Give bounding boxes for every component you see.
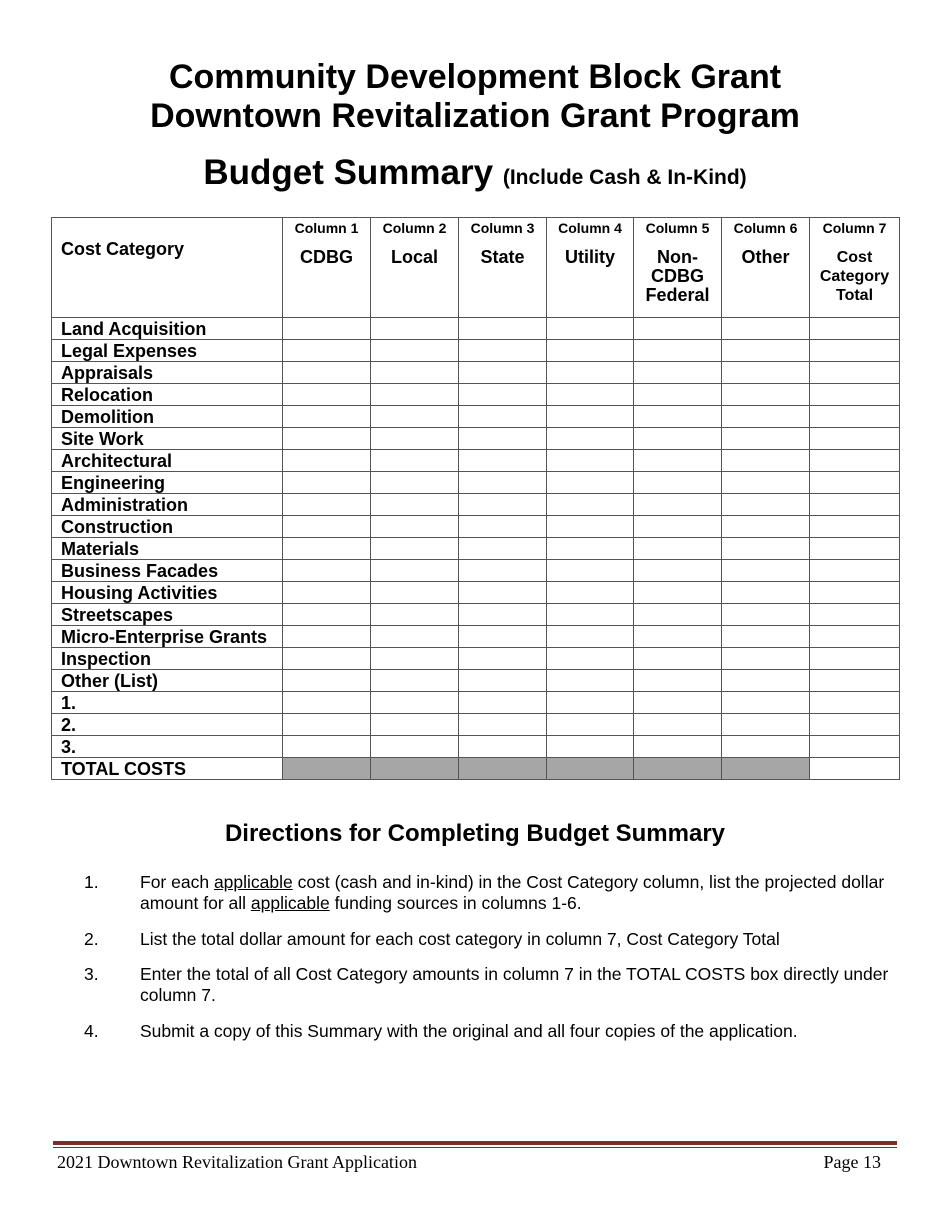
amount-cell[interactable] <box>459 604 547 626</box>
amount-cell[interactable] <box>722 472 810 494</box>
cost-category-label: 2. <box>52 714 283 736</box>
amount-cell[interactable] <box>810 450 900 472</box>
amount-cell[interactable] <box>371 692 459 714</box>
amount-cell[interactable] <box>547 494 634 516</box>
direction-text-part: funding sources in columns 1-6. <box>329 893 582 913</box>
amount-cell[interactable] <box>459 538 547 560</box>
amount-cell[interactable] <box>722 670 810 692</box>
amount-cell[interactable] <box>810 714 900 736</box>
amount-cell[interactable] <box>634 362 722 384</box>
direction-text: Submit a copy of this Summary with the original and all four copies of the application. <box>140 1021 798 1041</box>
column-number: Column 2 <box>382 220 447 236</box>
footer-rule <box>53 1141 897 1145</box>
amount-cell[interactable] <box>634 560 722 582</box>
table-row <box>52 692 900 714</box>
amount-cell[interactable] <box>547 604 634 626</box>
amount-cell[interactable] <box>547 406 634 428</box>
table-row <box>52 648 900 670</box>
amount-cell[interactable] <box>459 318 547 340</box>
amount-cell[interactable] <box>371 538 459 560</box>
amount-cell[interactable] <box>371 472 459 494</box>
column-name: Cost Category Total <box>819 249 890 304</box>
amount-cell[interactable] <box>459 362 547 384</box>
column-3-header <box>459 218 547 318</box>
amount-cell[interactable] <box>810 560 900 582</box>
subtitle-main: Budget Summary <box>203 153 494 192</box>
amount-cell[interactable] <box>283 714 371 736</box>
amount-cell[interactable] <box>634 340 722 362</box>
amount-cell[interactable] <box>634 626 722 648</box>
amount-cell[interactable] <box>722 692 810 714</box>
amount-cell[interactable] <box>371 516 459 538</box>
table-row <box>52 560 900 582</box>
column-number: Column 5 <box>645 220 710 236</box>
direction-text <box>140 872 900 914</box>
table-row <box>52 494 900 516</box>
directions-title: Directions for Completing Budget Summary <box>224 820 726 847</box>
amount-cell[interactable] <box>722 384 810 406</box>
amount-cell[interactable] <box>459 472 547 494</box>
amount-cell[interactable] <box>810 428 900 450</box>
amount-cell[interactable] <box>283 670 371 692</box>
amount-cell[interactable] <box>283 648 371 670</box>
amount-cell[interactable] <box>722 560 810 582</box>
amount-cell[interactable] <box>810 362 900 384</box>
total-cost-cell[interactable] <box>810 758 900 780</box>
total-costs-label: TOTAL COSTS <box>52 758 283 780</box>
amount-cell[interactable] <box>371 604 459 626</box>
column-number: Column 1 <box>294 220 359 236</box>
amount-cell[interactable] <box>459 626 547 648</box>
amount-cell[interactable] <box>283 428 371 450</box>
cost-category-label: Relocation <box>52 384 283 406</box>
amount-cell[interactable] <box>371 736 459 758</box>
amount-cell[interactable] <box>371 648 459 670</box>
table-row <box>52 736 900 758</box>
table-row <box>52 384 900 406</box>
cost-category-label: Construction <box>52 516 283 538</box>
amount-cell[interactable] <box>810 494 900 516</box>
direction-number: 4. <box>84 1021 99 1041</box>
amount-cell[interactable] <box>283 362 371 384</box>
amount-cell[interactable] <box>810 384 900 406</box>
amount-cell[interactable] <box>371 494 459 516</box>
title-line-1: Community Development Block Grant <box>168 58 782 96</box>
amount-cell[interactable] <box>722 582 810 604</box>
amount-cell[interactable] <box>810 472 900 494</box>
amount-cell[interactable] <box>371 626 459 648</box>
amount-cell[interactable] <box>371 560 459 582</box>
amount-cell[interactable] <box>634 428 722 450</box>
column-number: Column 7 <box>822 220 887 236</box>
amount-cell[interactable] <box>371 670 459 692</box>
cost-category-label: Inspection <box>52 648 283 670</box>
amount-cell[interactable] <box>722 318 810 340</box>
table-row <box>52 340 900 362</box>
amount-cell[interactable] <box>634 692 722 714</box>
cost-category-label: Housing Activities <box>52 582 283 604</box>
amount-cell[interactable] <box>459 340 547 362</box>
amount-cell[interactable] <box>722 450 810 472</box>
amount-cell[interactable] <box>459 406 547 428</box>
amount-cell[interactable] <box>459 736 547 758</box>
direction-text: Enter the total of all Cost Category amounts in column 7 in the TOTAL COSTS box directly under column 7. <box>140 964 889 1005</box>
column-4-header <box>547 218 634 318</box>
amount-cell[interactable] <box>459 428 547 450</box>
direction-text-part: For each <box>140 872 214 892</box>
amount-cell[interactable] <box>810 736 900 758</box>
amount-cell[interactable] <box>459 494 547 516</box>
footer-document-title: 2021 Downtown Revitalization Grant Application <box>57 1152 417 1172</box>
amount-cell[interactable] <box>459 516 547 538</box>
table-row <box>52 604 900 626</box>
amount-cell[interactable] <box>810 538 900 560</box>
cost-category-label: Architectural <box>52 450 283 472</box>
column-number: Column 6 <box>733 220 798 236</box>
amount-cell[interactable] <box>459 582 547 604</box>
cost-category-label: Site Work <box>52 428 283 450</box>
amount-cell[interactable] <box>547 560 634 582</box>
amount-cell[interactable] <box>722 494 810 516</box>
amount-cell[interactable] <box>722 604 810 626</box>
amount-cell[interactable] <box>371 384 459 406</box>
amount-cell[interactable] <box>722 340 810 362</box>
direction-number: 3. <box>84 964 99 984</box>
amount-cell[interactable] <box>371 318 459 340</box>
column-number: Column 3 <box>470 220 535 236</box>
cost-category-label: Appraisals <box>52 362 283 384</box>
amount-cell[interactable] <box>722 362 810 384</box>
amount-cell[interactable] <box>547 340 634 362</box>
amount-cell[interactable] <box>283 692 371 714</box>
amount-cell[interactable] <box>722 406 810 428</box>
amount-cell[interactable] <box>459 648 547 670</box>
column-2-header <box>371 218 459 318</box>
total-shaded-cell <box>283 758 371 780</box>
cost-category-label: Legal Expenses <box>52 340 283 362</box>
column-5-header <box>634 218 722 318</box>
budget-summary-heading <box>0 153 950 198</box>
amount-cell[interactable] <box>371 428 459 450</box>
amount-cell[interactable] <box>547 538 634 560</box>
underlined-word: applicable <box>250 893 330 913</box>
amount-cell[interactable] <box>634 450 722 472</box>
amount-cell[interactable] <box>283 450 371 472</box>
amount-cell[interactable] <box>547 714 634 736</box>
table-row <box>52 450 900 472</box>
amount-cell[interactable] <box>634 670 722 692</box>
total-shaded-cell <box>547 758 634 780</box>
cost-category-label: Business Facades <box>52 560 283 582</box>
column-6-header <box>722 218 810 318</box>
amount-cell[interactable] <box>547 692 634 714</box>
amount-cell[interactable] <box>634 516 722 538</box>
amount-cell[interactable] <box>371 582 459 604</box>
table-row <box>52 406 900 428</box>
table-row <box>52 318 900 340</box>
amount-cell[interactable] <box>459 450 547 472</box>
amount-cell[interactable] <box>634 582 722 604</box>
column-name: Other <box>741 247 790 267</box>
amount-cell[interactable] <box>283 406 371 428</box>
amount-cell[interactable] <box>634 384 722 406</box>
column-name: Non- CDBG Federal <box>645 247 710 305</box>
amount-cell[interactable] <box>283 516 371 538</box>
amount-cell[interactable] <box>810 406 900 428</box>
column-1-header <box>283 218 371 318</box>
column-name: CDBG <box>300 247 353 267</box>
amount-cell[interactable] <box>810 626 900 648</box>
cost-category-label: 1. <box>52 692 283 714</box>
amount-cell[interactable] <box>283 494 371 516</box>
total-shaded-cell <box>371 758 459 780</box>
amount-cell[interactable] <box>634 604 722 626</box>
cost-category-label: Streetscapes <box>52 604 283 626</box>
amount-cell[interactable] <box>547 318 634 340</box>
table-row <box>52 582 900 604</box>
cost-category-label: Materials <box>52 538 283 560</box>
amount-cell[interactable] <box>722 538 810 560</box>
footer-page-number: Page 13 <box>823 1152 881 1172</box>
table-row <box>52 670 900 692</box>
direction-text-part: cost (cash and in-kind) in the Cost Category column, list the projected dollar amount for all <box>140 872 885 913</box>
cost-category-label: Micro-Enterprise Grants <box>52 626 283 648</box>
amount-cell[interactable] <box>371 340 459 362</box>
amount-cell[interactable] <box>547 670 634 692</box>
title-line-2: Downtown Revitalization Grant Program <box>150 97 800 135</box>
amount-cell[interactable] <box>722 516 810 538</box>
amount-cell[interactable] <box>459 384 547 406</box>
table-row <box>52 516 900 538</box>
amount-cell[interactable] <box>634 714 722 736</box>
amount-cell[interactable] <box>371 362 459 384</box>
total-shaded-cell <box>459 758 547 780</box>
column-number: Column 4 <box>558 220 622 236</box>
amount-cell[interactable] <box>634 318 722 340</box>
amount-cell[interactable] <box>634 648 722 670</box>
amount-cell[interactable] <box>810 340 900 362</box>
amount-cell[interactable] <box>371 450 459 472</box>
column-7-header <box>810 218 900 318</box>
amount-cell[interactable] <box>283 318 371 340</box>
amount-cell[interactable] <box>283 582 371 604</box>
column-name: Local <box>390 247 438 267</box>
direction-number: 1. <box>84 872 99 892</box>
cost-category-header: Cost Category <box>52 218 283 318</box>
amount-cell[interactable] <box>810 318 900 340</box>
amount-cell[interactable] <box>722 714 810 736</box>
amount-cell[interactable] <box>283 384 371 406</box>
amount-cell[interactable] <box>547 736 634 758</box>
amount-cell[interactable] <box>722 736 810 758</box>
amount-cell[interactable] <box>547 384 634 406</box>
total-shaded-cell <box>722 758 810 780</box>
amount-cell[interactable] <box>634 472 722 494</box>
subtitle-note: (Include Cash & In-Kind) <box>502 166 747 189</box>
cost-category-label: Demolition <box>52 406 283 428</box>
amount-cell[interactable] <box>810 516 900 538</box>
amount-cell[interactable] <box>810 582 900 604</box>
amount-cell[interactable] <box>283 604 371 626</box>
column-name: State <box>480 247 525 267</box>
table-row <box>52 362 900 384</box>
amount-cell[interactable] <box>547 362 634 384</box>
amount-cell[interactable] <box>810 670 900 692</box>
amount-cell[interactable] <box>547 626 634 648</box>
table-row <box>52 428 900 450</box>
amount-cell[interactable] <box>371 714 459 736</box>
amount-cell[interactable] <box>459 670 547 692</box>
total-costs-row <box>52 758 900 780</box>
amount-cell[interactable] <box>547 472 634 494</box>
amount-cell[interactable] <box>547 450 634 472</box>
amount-cell[interactable] <box>810 692 900 714</box>
amount-cell[interactable] <box>459 714 547 736</box>
amount-cell[interactable] <box>810 604 900 626</box>
amount-cell[interactable] <box>283 538 371 560</box>
amount-cell[interactable] <box>283 736 371 758</box>
cost-category-label: Other (List) <box>52 670 283 692</box>
amount-cell[interactable] <box>634 494 722 516</box>
amount-cell[interactable] <box>634 538 722 560</box>
direction-text: List the total dollar amount for each cost category in column 7, Cost Category Total <box>140 929 780 949</box>
budget-table-body <box>52 318 900 780</box>
table-row <box>52 714 900 736</box>
amount-cell[interactable] <box>547 428 634 450</box>
underlined-word: applicable <box>213 872 293 892</box>
cost-category-label: Administration <box>52 494 283 516</box>
amount-cell[interactable] <box>283 626 371 648</box>
total-shaded-cell <box>634 758 722 780</box>
amount-cell[interactable] <box>634 736 722 758</box>
cost-category-label: Land Acquisition <box>52 318 283 340</box>
table-row <box>52 538 900 560</box>
amount-cell[interactable] <box>283 340 371 362</box>
amount-cell[interactable] <box>810 648 900 670</box>
amount-cell[interactable] <box>722 626 810 648</box>
amount-cell[interactable] <box>722 648 810 670</box>
amount-cell[interactable] <box>371 406 459 428</box>
direction-number: 2. <box>84 929 99 949</box>
amount-cell[interactable] <box>634 406 722 428</box>
table-row <box>52 626 900 648</box>
amount-cell[interactable] <box>547 648 634 670</box>
table-row <box>52 472 900 494</box>
amount-cell[interactable] <box>547 516 634 538</box>
amount-cell[interactable] <box>459 692 547 714</box>
cost-category-label: Engineering <box>52 472 283 494</box>
amount-cell[interactable] <box>722 428 810 450</box>
budget-table <box>51 217 900 780</box>
column-name: Utility <box>564 247 615 267</box>
cost-category-label: 3. <box>52 736 283 758</box>
amount-cell[interactable] <box>283 472 371 494</box>
amount-cell[interactable] <box>459 560 547 582</box>
amount-cell[interactable] <box>547 582 634 604</box>
footer-rule-thin <box>53 1147 897 1148</box>
amount-cell[interactable] <box>283 560 371 582</box>
